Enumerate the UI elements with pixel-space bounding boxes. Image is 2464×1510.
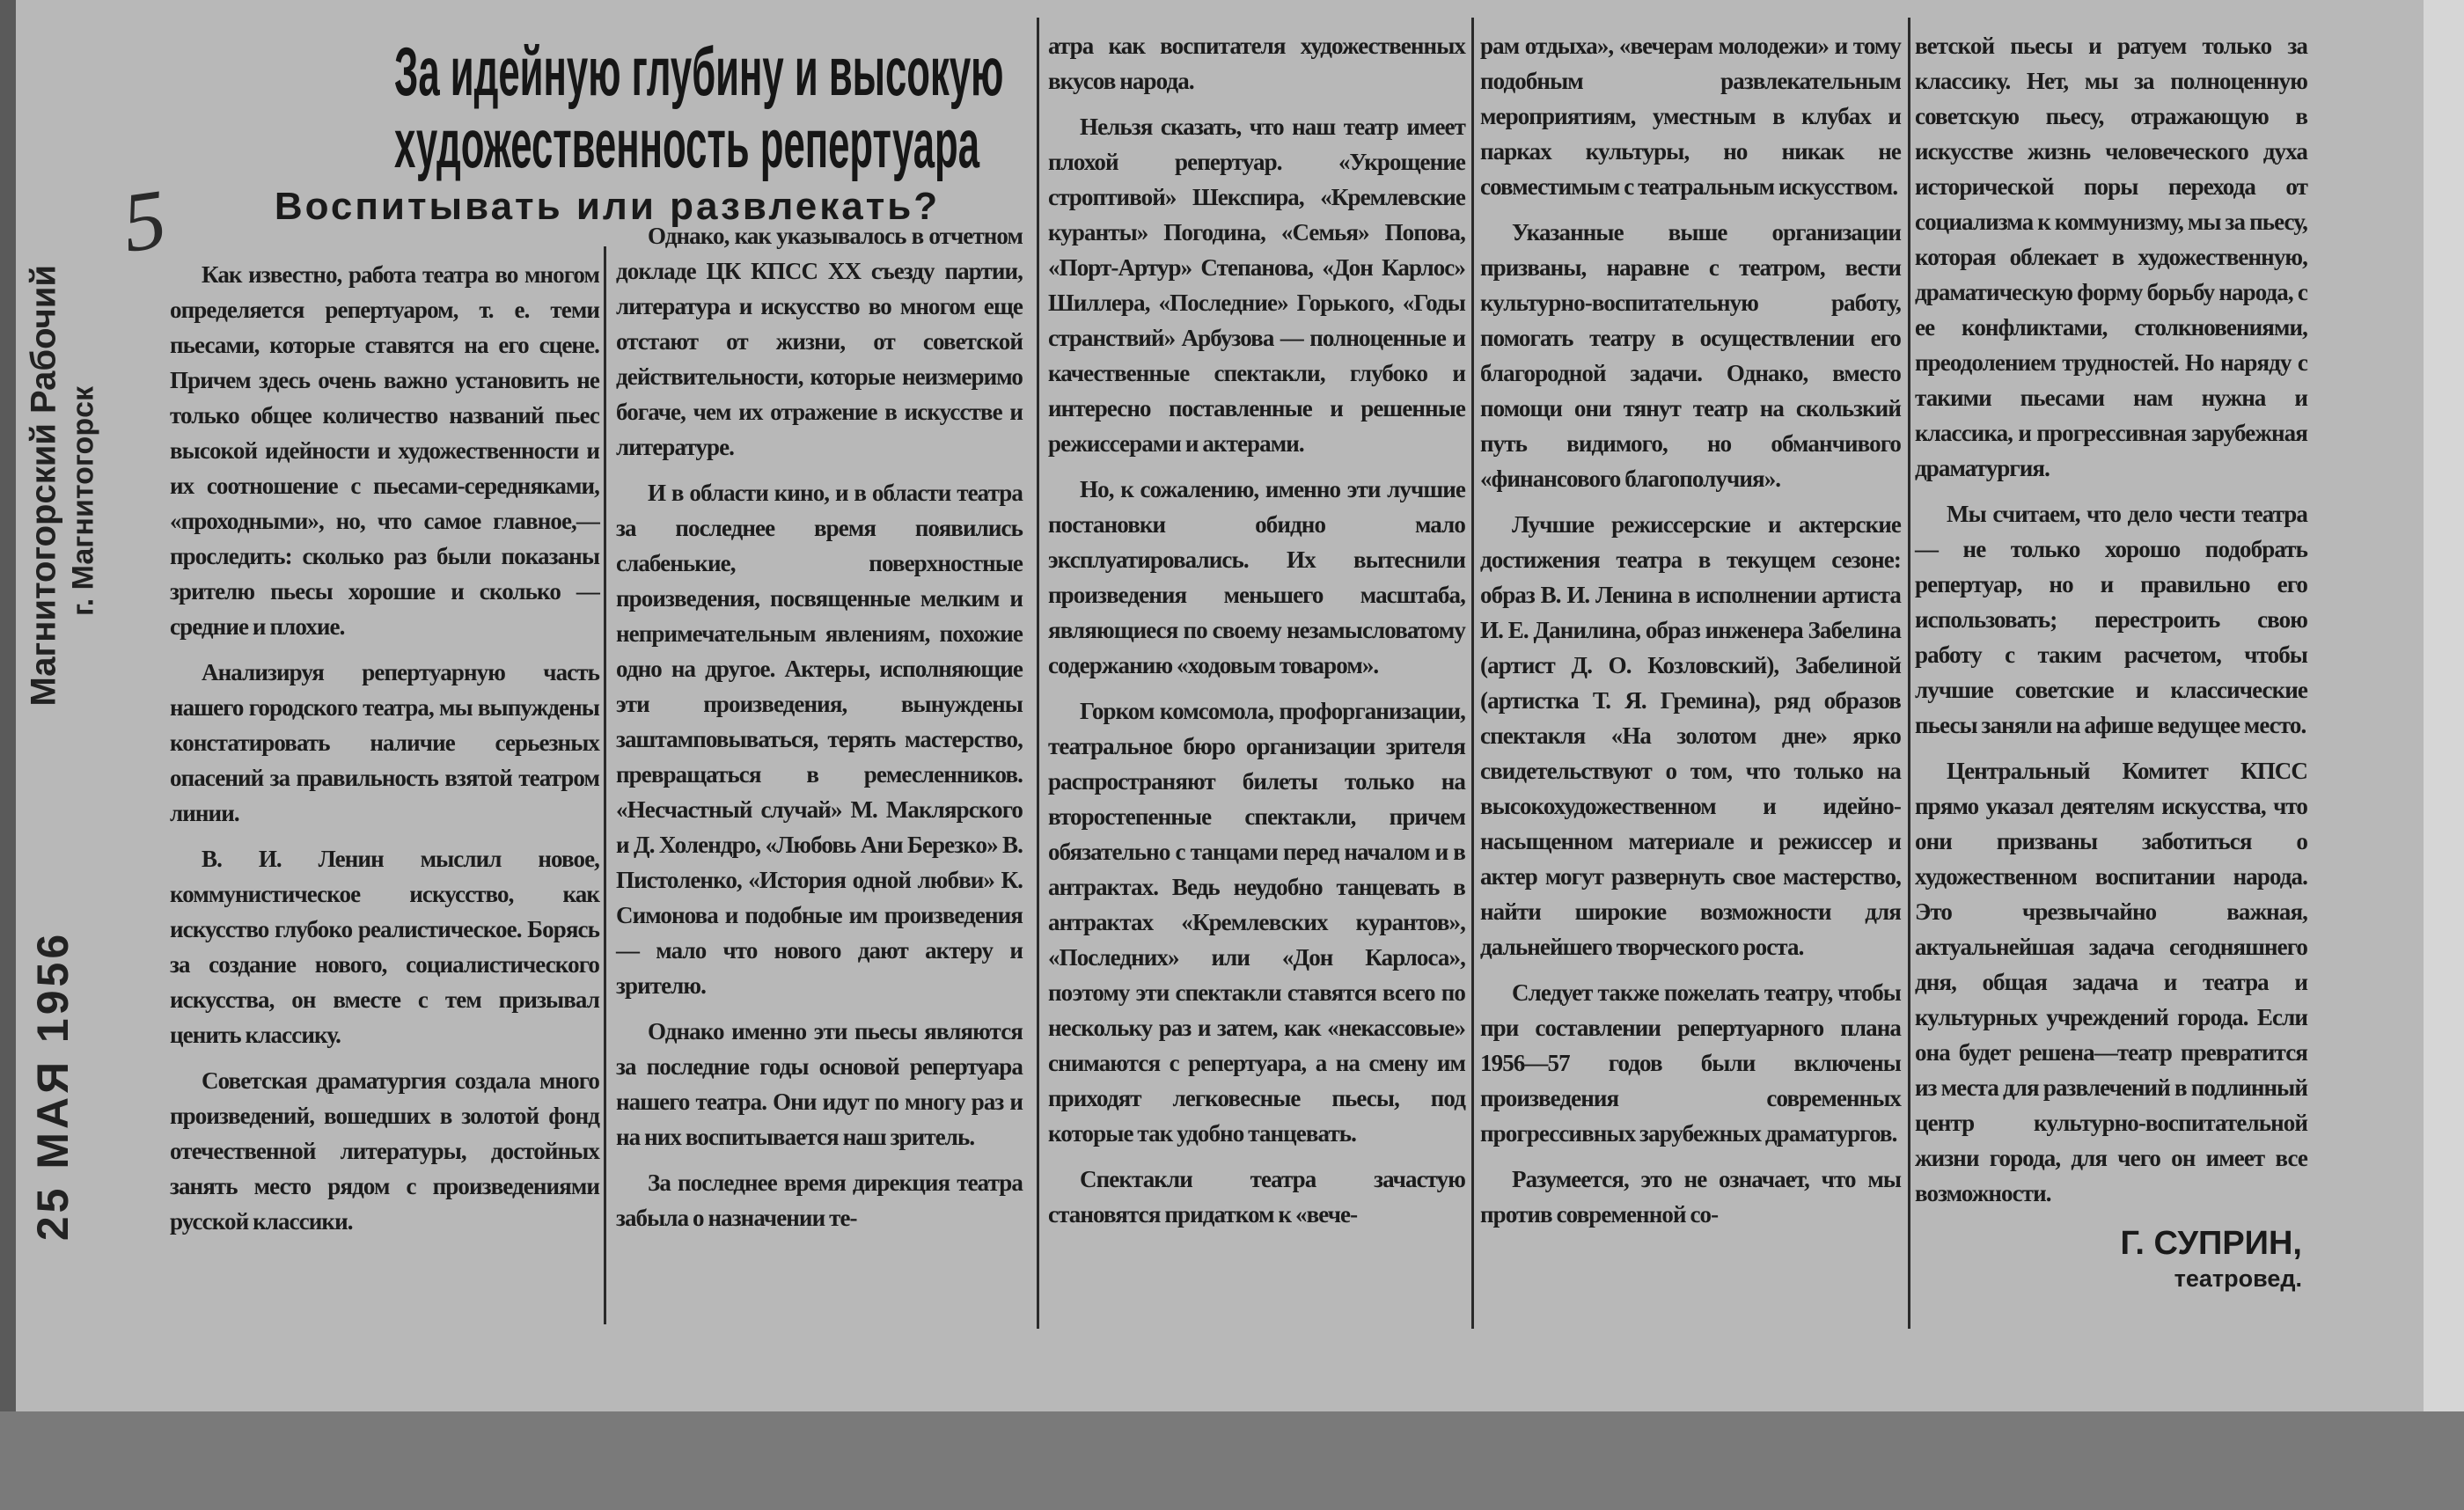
article-paragraph: Однако именно эти пьесы являются за последние годы основой репертуара нашего театра. Они идут по многу раз и на них воспитывается наш зритель. (616, 1018, 1023, 1150)
handwritten-number: 5 (116, 171, 172, 270)
article-paragraph: Однако, как указывалось в отчетном докладе ЦК КПСС XX съезду партии, литература и искусство во многом еще отстают от жизни, от советской действительности, которые неизмеримо богаче, чем их отражение в искусстве и литературе. (616, 223, 1023, 460)
publication-date: 25 МАЯ 1956 (28, 930, 77, 1242)
article-column-1 (170, 257, 599, 1250)
article-column-4 (1480, 28, 1901, 1242)
article-paragraph: Горком комсомола, профорганизации, театральное бюро организации зрителя распространяют билеты только на второстепенные спектакли, причем обязательно с танцами перед началом и в антрактах. Ведь неудобно танцевать в антрактах «Кремлевских курантов», «Последних» или «Дон Карлоса», поэтому эти спектакли ставятся всего по нескольку раз и затем, как «некассовые» снимаются с репертуара, а на смену им приходят легковесные пьесы, под которые так удобно танцевать. (1048, 698, 1465, 1147)
column-text (616, 218, 1023, 1235)
article-paragraph: Нельзя сказать, что наш театр имеет плохой репертуар. «Укрощение строптивой» Шекспира, «Кремлевские куранты» Погодина, «Семья» Попова, «Порт-Артур» Степанова, «Дон Карлос» Шиллера, «Последние» Горького, «Годы странствий» Арбузова — полноценные и качественные спектакли, глубоко и интересно поставленные и решенные режиссерами и актерами. (1048, 114, 1465, 457)
article-paragraph: За последнее время дирекция театра забыла о назначении те- (616, 1169, 1023, 1231)
column-text (1915, 28, 2307, 1211)
scan-edge-bottom (0, 1411, 2464, 1510)
author-name: Г. СУПРИН, (2120, 1225, 2302, 1262)
article-paragraph: Мы считаем, что дело чести театра — не только хорошо подобрать репертуар, но и правильно его использовать; перестроить свою работу с таким расчетом, чтобы лучшие советские и классические пьесы заняли на афише ведущее место. (1915, 501, 2307, 738)
article-paragraph: рам отдыха», «вечерам молодежи» и тому подобным развлекательным мероприятиям, уместным в клубах и парках культуры, но никак не совместимым с театральным искусством. (1480, 33, 1901, 200)
article-paragraph: Советская драматургия создала много произведений, вошедших в золотой фонд отечественной литературы, достойных занять место рядом с произведениями русской классики. (170, 1067, 599, 1235)
scan-edge-left (0, 0, 16, 1510)
author-role: театровед. (2174, 1265, 2302, 1292)
signature (1915, 1223, 2307, 1294)
article-paragraph: Центральный Комитет КПСС прямо указал деятелям искусства, что они призваны заботиться о художественном воспитании народа. Это чрезвычайно важная, актуальнейшая задача сегодняшнего дня, общая задача и театра и культурных учреждений города. Если она будет решена—театр превратится из места для развлечений в подлинный центр культурно-воспитательной жизни города, для чего он имеет все возможности. (1915, 758, 2307, 1206)
column-text (170, 257, 599, 1239)
title-line-2: художественность репертуара (394, 105, 979, 182)
article-column-2 (616, 218, 1023, 1246)
column-text (1480, 28, 1901, 1232)
article-paragraph: Разумеется, это не означает, что мы против современной со- (1480, 1166, 1901, 1228)
article-paragraph: Лучшие режиссерские и актерские достижения театра в текущем сезоне: образ В. И. Ленина в исполнении артиста И. Е. Данилина, образ инженера Забелина (артист Д. О. Козловский), Забелиной (артистка Т. Я. Гремина), ряд образов спектакля «На золотом дне» ярко свидетельствуют о том, что только на высокохудожественном и идейно-насыщенном материале и режиссер и актер могут развернуть свое мастерство, найти широкие возможности для дальнейшего творческого роста. (1480, 511, 1901, 960)
article-paragraph: Как известно, работа театра во многом определяется репертуаром, т. е. теми пьесами, которые ставятся на его сцене. Причем здесь очень важно установить не только общее количество названий пьес высокой идейности и художественности и их соотношение с пьесами-середняками, «проходными», но, что самое главное,—проследить: сколько раз были показаны зрителю пьесы хорошие и сколько — средние и плохие. (170, 261, 599, 640)
article-column-5 (1915, 28, 2307, 1294)
article-title (220, 35, 1012, 180)
column-rule (1908, 18, 1910, 1329)
city-name: г. Магнитогорск (66, 385, 100, 617)
newspaper-name: Магнитогорский Рабочий (24, 265, 63, 707)
article-paragraph: Следует также пожелать театру, чтобы при составлении репертуарного плана 1956—57 годов были включены произведения современных прогрессивных зарубежных драматургов. (1480, 979, 1901, 1147)
article-paragraph: Анализируя репертуарную часть нашего городского театра, мы выпуждены констатировать наличие серьезных опасений за правильность взятой театром линии. (170, 659, 599, 826)
column-rule (1037, 18, 1039, 1329)
column-rule (604, 246, 606, 1324)
scan-edge-right (2424, 0, 2464, 1510)
article-column-3 (1048, 28, 1465, 1242)
article-paragraph: В. И. Ленин мыслил новое, коммунистическое искусство, как искусство глубоко реалистическое. Борясь за создание нового, социалистического искусства, он вместе с тем призывал ценить классику. (170, 846, 599, 1048)
title-line-1: За идейную глубину и высокую (394, 33, 1004, 110)
article-paragraph: Но, к сожалению, именно эти лучшие постановки обидно мало эксплуатировались. Их вытеснили произведения меньшего масштаба, являющиеся по своему незамысловатому содержанию «ходовым товаром». (1048, 476, 1465, 678)
article-paragraph: И в области кино, и в области театра за последнее время появились слабенькие, поверхностные произведения, посвященные мелким и непримечательным явлениям, похожие одно на другое. Актеры, исполняющие эти произведения, вынуждены заштамповываться, терять мастерство, превращаться в ремесленников. «Несчастный случай» М. Маклярского и Д. Холендро, «Любовь Ани Березко» В. Пистоленко, «История одной любви» К. Симонова и подобные им произведения — мало что нового дают актеру и зрителю. (616, 480, 1023, 999)
article-paragraph: Указанные выше организации призваны, наравне с театром, вести культурно-воспитательную работу, помогать театру в осуществлении его благородной задачи. Однако, вместо помощи они тянут театр на скользкий путь видимого, но обманчивого «финансового благополучия». (1480, 219, 1901, 492)
article-paragraph: Спектакли театра зачастую становятся придатком к «вече- (1048, 1166, 1465, 1228)
column-text (1048, 28, 1465, 1232)
article-paragraph: атра как воспитателя художественных вкусов народа. (1048, 33, 1465, 94)
article-paragraph: ветской пьесы и ратуем только за классику. Нет, мы за полноценную советскую пьесу, отражающую в искусстве жизнь человеческого духа исторической поры перехода от социализма к коммунизму, мы за пьесу, которая облекает в художественную, драматическую форму борьбу народа, с ее конфликтами, столкновениями, преодолением трудностей. Но наряду с такими пьесами нам нужна и классика, и прогрессивная зарубежная драматургия. (1915, 33, 2307, 481)
column-rule (1471, 18, 1474, 1329)
article-subtitle: Воспитывать или развлекать? (274, 185, 941, 228)
